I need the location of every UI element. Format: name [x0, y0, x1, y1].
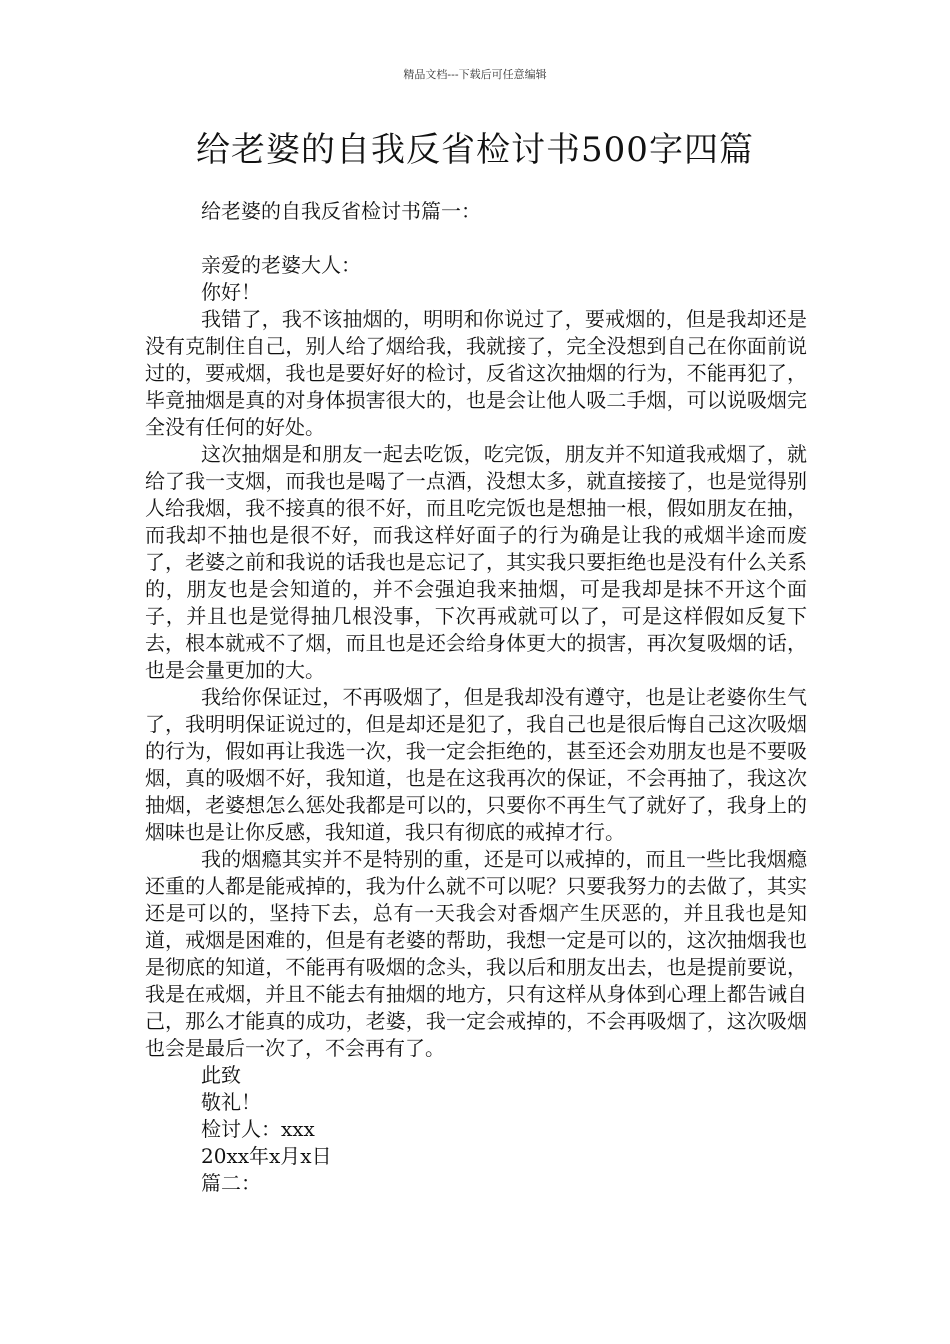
body-paragraph: 我给你保证过，不再吸烟了，但是我却没有遵守，也是让老婆你生气了，我明明保证说过的，但是却还是犯了，我自己也是很后悔自己这次吸烟的行为，假如再让我选一次，我一定会拒绝的，甚至还会劝朋友也是不要吸烟，真的吸烟不好，我知道，也是在这我再次的保证，不会再抽了，我这次抽烟，老婆想怎么惩处我都是可以的，只要你不再生气了就好了，我身上的烟味也是让你反感，我知道，我只有彻底的戒掉才行。 [145, 685, 807, 844]
section-heading: 给老婆的自我反省检讨书篇一： [201, 199, 481, 223]
page-header-note: 精品文档---下载后可任意编辑 [403, 68, 547, 81]
document-body [145, 198, 807, 1197]
body-paragraph: 我错了，我不该抽烟的，明明和你说过了，要戒烟的，但是我却还是没有克制住自己，别人给了烟给我，我就接了，完全没想到自己在你面前说过的，要戒烟，我也是要好好的检讨，反省这次抽烟的行为，不能再犯了，毕竟抽烟是真的对身体损害很大的，也是会让他人吸二手烟，可以说吸烟完全没有任何的好处。 [145, 307, 807, 439]
body-paragraph: 这次抽烟是和朋友一起去吃饭，吃完饭，朋友并不知道我戒烟了，就给了我一支烟，而我也是喝了一点酒，没想太多，就直接接了，也是觉得别人给我烟，我不接真的很不好，而且吃完饭也是想抽一根，假如朋友在抽，而我却不抽也是很不好，而我这样好面子的行为确是让我的戒烟半途而废了，老婆之前和我说的话我也是忘记了，其实我只要拒绝也是没有什么关系的，朋友也是会知道的，并不会强迫我来抽烟，可是我却是抹不开这个面子，并且也是觉得抽几根没事，下次再戒就可以了，可是这样假如反复下去，根本就戒不了烟，而且也是还会给身体更大的损害，再次复吸烟的话，也是会量更加的大。 [145, 442, 807, 682]
next-section-heading: 篇二： [201, 1171, 261, 1195]
greeting: 你好！ [201, 280, 261, 304]
closing-salute: 敬礼！ [201, 1090, 261, 1114]
signature: 检讨人：xxx [201, 1117, 315, 1141]
closing-line: 此致 [201, 1063, 241, 1087]
body-paragraph: 我的烟瘾其实并不是特别的重，还是可以戒掉的，而且一些比我烟瘾还重的人都是能戒掉的，我为什么就不可以呢？只要我努力的去做了，其实还是可以的，坚持下去，总有一天我会对香烟产生厌恶的，并且我也是知道，戒烟是困难的，但是有老婆的帮助，我想一定是可以的，这次抽烟我也是彻底的知道，不能再有吸烟的念头，我以后和朋友出去，也是提前要说，我是在戒烟，并且不能去有抽烟的地方，只有这样从身体到心理上都告诫自己，那么才能真的成功，老婆，我一定会戒掉的，不会再吸烟了，这次吸烟也会是最后一次了，不会再有了。 [145, 847, 807, 1060]
salutation: 亲爱的老婆大人： [201, 253, 361, 277]
date-line: 20xx年x月x日 [201, 1144, 332, 1168]
document-title: 给老婆的自我反省检讨书500字四篇 [196, 130, 754, 170]
